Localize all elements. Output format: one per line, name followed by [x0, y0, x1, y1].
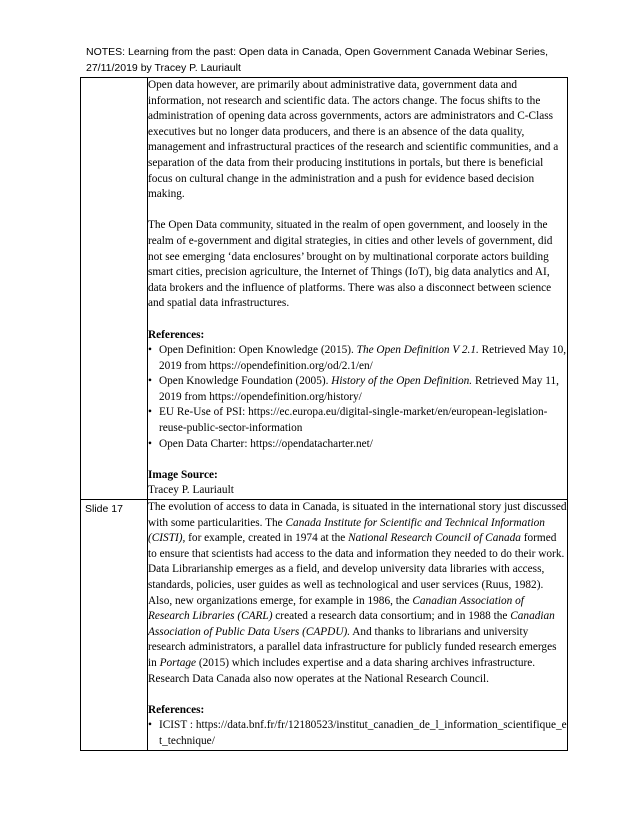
reference-title: History of the Open Definition.: [331, 375, 473, 388]
reference-text: ICIST : https://data.bnf.fr/fr/12180523/institut_canadien_de_l_information_scientifique_et_technique/: [159, 719, 567, 747]
reference-item: [148, 437, 567, 453]
notes-text-cell: [148, 500, 568, 751]
reference-text: Open Definition: Open Knowledge (2015).: [159, 344, 357, 357]
page-header: [86, 44, 566, 76]
institution-name: Canadian Association of Public Data Users (CAPDU).: [148, 610, 555, 638]
slide-label: [81, 78, 147, 80]
paragraph-text: created a research data consortium; and in 1988 the: [272, 610, 511, 623]
paragraph-text: The evolution of access to data in Canada, is situated in the international story just discussed with some particularities. The: [148, 501, 567, 529]
paragraph-text: (2015) which includes expertise and a data sharing archives infrastructure. Research Data Canada also now operates at the National Research Council.: [148, 656, 536, 685]
references-list: [148, 718, 567, 749]
references-heading: References:: [148, 328, 205, 341]
reference-text: Retrieved May 10, 2019 from https://opendefinition.org/od/2.1/en/: [159, 344, 567, 372]
reference-item: [148, 405, 567, 436]
notes-paragraph: Open data however, are primarily about administrative data, government data and information, not research and scientific data. The actors change. The focus shifts to the administration of opening data across governments, actors are administrators and C-Class executives but no longer data producers, and there is an absence of the data quality, management and infrastructural practices of the research and scientific communities, and a separation of the data from their producing institutions in portals, but there is beneficial focus on cultural change in the administration and a push for evidence based decision making.: [148, 79, 559, 201]
reference-item: [148, 343, 567, 374]
notes-table: [80, 77, 568, 751]
paragraph-text: for example, created in 1974 at the: [185, 532, 349, 545]
image-source-text: Tracey P. Lauriault: [148, 484, 234, 497]
reference-item: [148, 374, 567, 405]
image-source-heading: Image Source:: [148, 468, 218, 481]
institution-name: National Research Council of Canada: [348, 532, 521, 545]
bullet-icon: •: [148, 406, 152, 419]
bullet-icon: •: [148, 719, 152, 732]
reference-text: Retrieved May 11, 2019 from https://opendefinition.org/history/: [159, 375, 559, 403]
paragraph-text: formed to ensure that scientists had access to the data and information they needed to do their work. Data Librarianship emerges as a field, and develop university data libraries with access, standards, policies, user guides as well as technological and user services (Ruus, 1982). Also, new organizations emerge, for example in 1986, the: [148, 532, 565, 607]
slide-label: Slide 17: [85, 503, 123, 516]
notes-text-cell: [148, 78, 568, 500]
notes-paragraph: [148, 500, 567, 687]
institution-name: Canada Institute for Scientific and Technical Information (CISTI),: [148, 516, 545, 545]
references-heading: References:: [148, 703, 205, 716]
institution-name: Portage: [159, 656, 197, 669]
reference-item: [148, 718, 567, 749]
institution-name: Canadian Association of Research Libraries (CARL): [148, 594, 524, 623]
slide-label-cell: [81, 500, 148, 751]
reference-title: The Open Definition V 2.1.: [356, 344, 479, 357]
table-row: [81, 78, 568, 500]
paragraph-text: And thanks to librarians and university research administrators, a parallel data infrastructure for publicly funded research emerges in: [148, 625, 557, 669]
table-row: [81, 500, 568, 751]
reference-text: EU Re-Use of PSI: https://ec.europa.eu/digital-single-market/en/european-legislation-reuse-public-sector-information: [159, 406, 548, 435]
slide-label-cell: [81, 78, 148, 500]
references-list: [148, 343, 567, 452]
bullet-icon: •: [148, 344, 152, 357]
reference-text: Open Data Charter: https://opendatacharter.net/: [159, 437, 373, 450]
bullet-icon: •: [148, 437, 152, 450]
bullet-icon: •: [148, 375, 152, 388]
header-date-author-line: 27/11/2019 by Tracey P. Lauriault: [86, 62, 241, 74]
notes-paragraph: The Open Data community, situated in the realm of open government, and loosely in the realm of e-government and digital strategies, in cities and other levels of government, did not see emerging ‘data enclosures’ brought on by multinational corporate actors building smart cities, precision agriculture, the Internet of Things (IoT), big data analytics and AI, data brokers and the influence of platforms. There was also a disconnect between science and spatial data infrastructures.: [148, 219, 553, 310]
reference-text: Open Knowledge Foundation (2005).: [159, 375, 332, 388]
header-title-line: NOTES: Learning from the past: Open data in Canada, Open Government Canada Webinar Series,: [86, 46, 549, 58]
